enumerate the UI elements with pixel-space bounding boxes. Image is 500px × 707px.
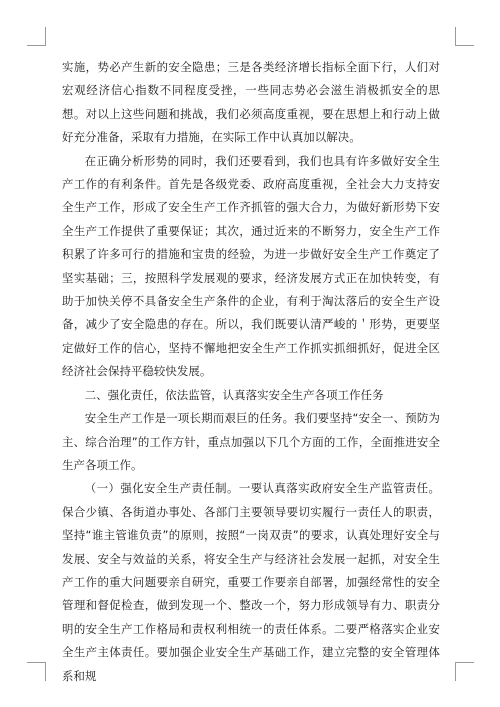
crop-mark-top-left <box>27 27 46 46</box>
paragraph-responsibility-system: （一）强化安全生产责任制。一要认真落实政府安全生产监管责任。保合少镇、各街道办事处、各部门主要领导要切实履行一责任人的职责，坚持“谁主管谁负责”的原则，按照“一岗双责”的要求，认真处理好安全与发展、安全与效益的关系，将安全生产与经济社会发展一起抓，对安全生产工作的重大问题要亲自研究，重要工作要亲自部署，加强经常性的安全管理和督促检查，做到发现一个、整改一个，努力形成领导有力、职责分明的安全生产工作格局和责权利相统一的责任体系。二要严格落实企业安全生产主体责任。要加强企业安全生产基础工作，建立完整的安全管理体系和规 <box>62 481 440 683</box>
document-body <box>62 56 440 688</box>
paragraph-work-policy: 安全生产工作是一项长期而艰巨的任务。我们要坚持“安全一、预防为主、综合治理”的工作方针，重点加强以下几个方面的工作，全面推进安全生产各项工作。 <box>62 411 440 472</box>
section-heading: 二、强化责任，依法监管，认真落实安全生产各项工作任务 <box>84 387 384 402</box>
crop-mark-bottom-right <box>455 662 474 681</box>
crop-mark-top-right <box>455 27 474 46</box>
paragraph-favorable-conditions: 在正确分析形势的同时，我们还要看到，我们也具有许多做好安全生产工作的有利条件。首先是各级党委、政府高度重视，全社会大力支持安全生产工作，形成了安全生产工作齐抓管的强大合力，为做好新形势下安全生产工作提供了重要保证；其次，通过近来的不断努力，安全生产工作积累了许多可行的措施和宝贵的经验，为进一步做好安全生产工作奠定了坚实基础；三，按照科学发展观的要求，经济发展方式正在加快转变，有助于加快关停不具备安全生产条件的企业，有利于淘汰落后的安全生产设备，减少了安全隐患的存在。所以，我们既要认清严峻的＇形势，更要坚定做好工作的信心，坚持不懈地把安全生产工作抓实抓细抓好，促进全区经济社会保持平稳较快发展。 <box>62 153 440 379</box>
crop-mark-bottom-left <box>27 662 46 681</box>
paragraph-continuation: 实施，势必产生新的安全隐患；三是各类经济增长指标全面下行，人们对宏观经济信心指数不同程度受挫，一些同志势必会滋生消极抓安全的思想。对以上这些问题和挑战，我们必须高度重视，要在思想上和行动上做好充分准备，采取有力措施，在实际工作中认真加以解决。 <box>62 60 440 145</box>
